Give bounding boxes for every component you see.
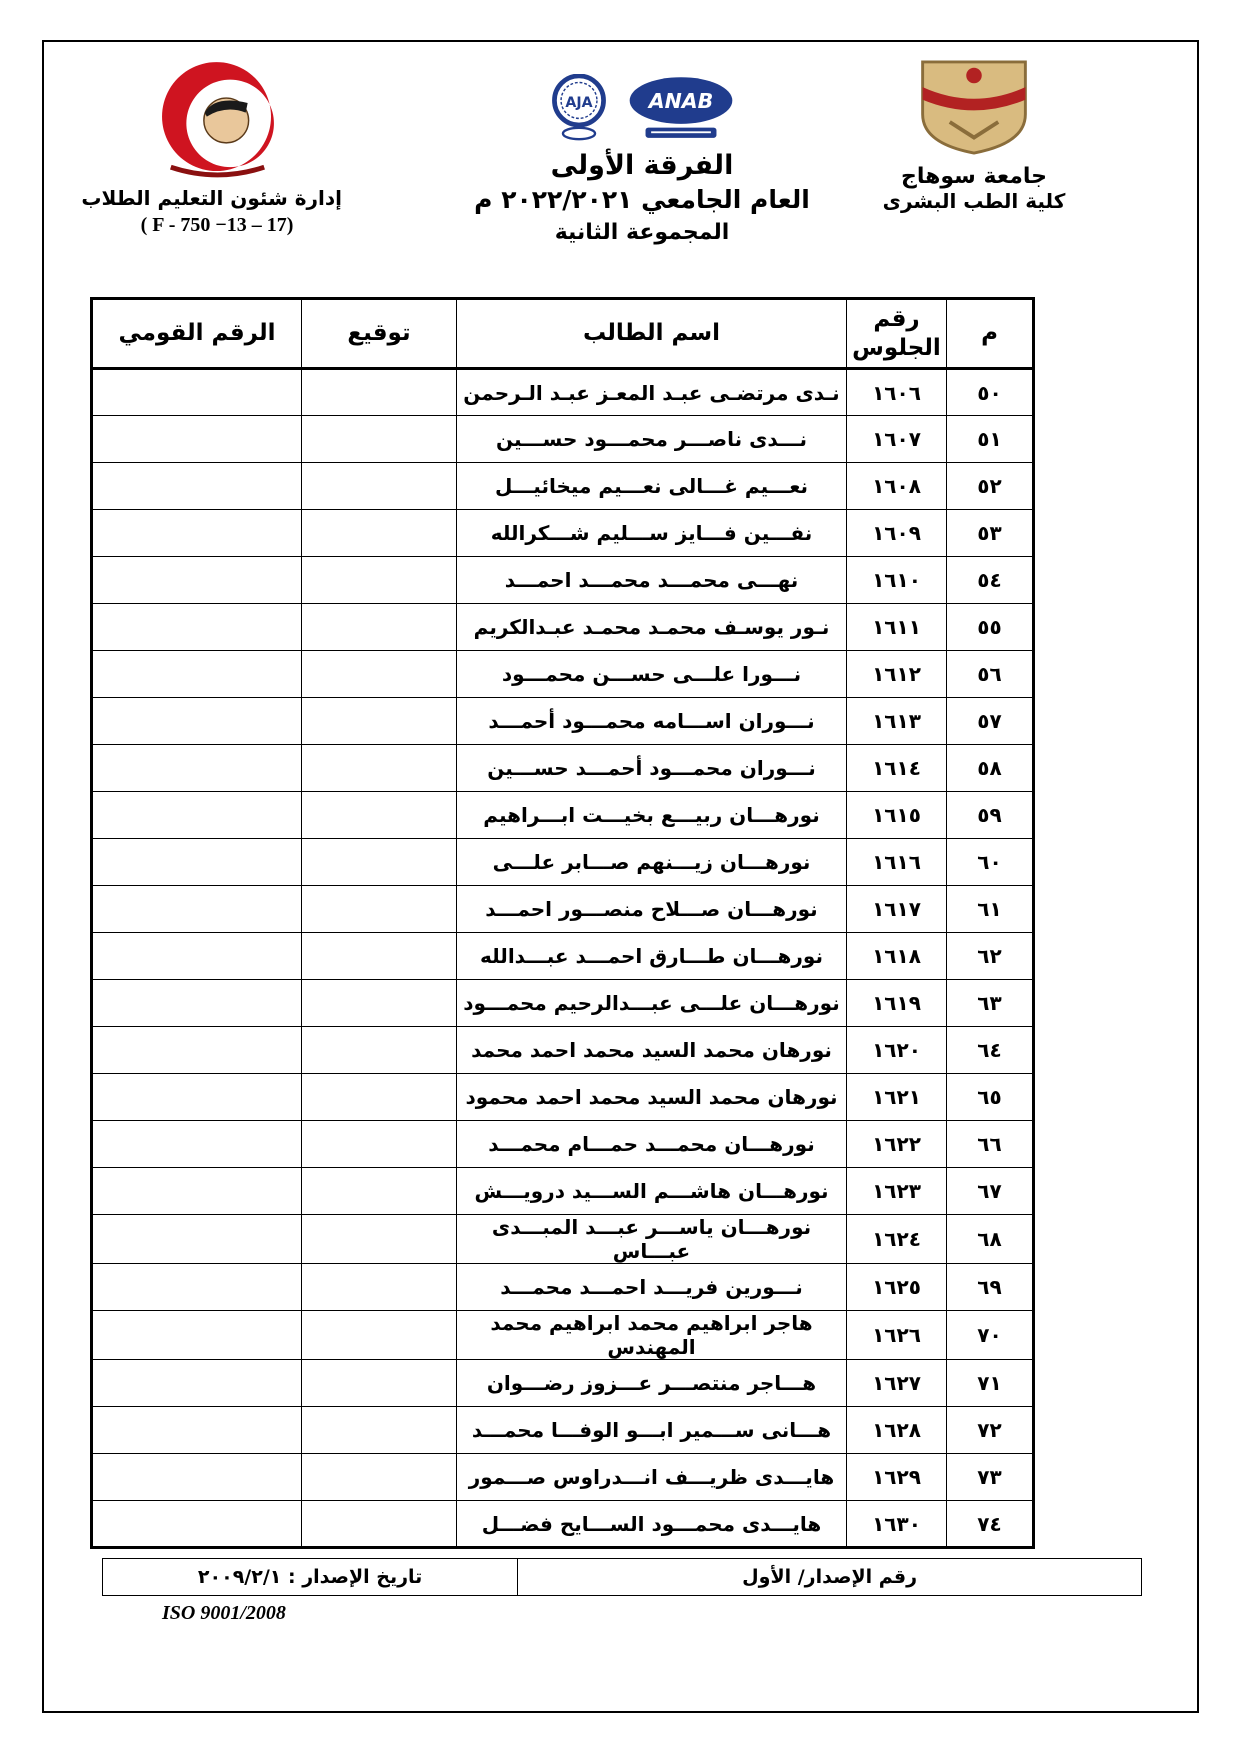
row-student-name: نـــدى ناصـــر محمـــود حســـين xyxy=(457,416,847,463)
row-signature-cell xyxy=(302,839,457,886)
row-signature-cell xyxy=(302,1264,457,1311)
row-seat-number: ١٦٠٧ xyxy=(847,416,947,463)
row-signature-cell xyxy=(302,416,457,463)
row-serial: ٦١ xyxy=(947,886,1034,933)
row-student-name: نورهـــان هاشـــم الســـيد درويـــش xyxy=(457,1168,847,1215)
row-national-id-cell xyxy=(92,1027,302,1074)
table-row xyxy=(92,1264,1034,1311)
row-signature-cell xyxy=(302,463,457,510)
university-name: جامعة سوهاج xyxy=(901,164,1047,189)
row-signature-cell xyxy=(302,1454,457,1501)
row-national-id-cell xyxy=(92,604,302,651)
row-serial: ٦٨ xyxy=(947,1215,1034,1264)
row-student-name: هايـــدى محمـــود الســـايح فضـــل xyxy=(457,1501,847,1548)
row-student-name: نورهان محمد السيد محمد احمد محمد xyxy=(457,1027,847,1074)
row-signature-cell xyxy=(302,933,457,980)
row-student-name: هاجر ابراهيم محمد ابراهيم محمد المهندس xyxy=(457,1311,847,1360)
row-serial: ٥٩ xyxy=(947,792,1034,839)
row-serial: ٥٠ xyxy=(947,369,1034,416)
row-student-name: نهـــى محمـــد محمـــد احمـــد xyxy=(457,557,847,604)
table-row xyxy=(92,745,1034,792)
row-national-id-cell xyxy=(92,1454,302,1501)
row-seat-number: ١٦٢٦ xyxy=(847,1311,947,1360)
row-serial: ٥٥ xyxy=(947,604,1034,651)
row-serial: ٦٢ xyxy=(947,933,1034,980)
table-row xyxy=(92,369,1034,416)
row-serial: ٦٩ xyxy=(947,1264,1034,1311)
row-student-name: هايـــدى ظريـــف انـــدراوس صـــمور xyxy=(457,1454,847,1501)
row-seat-number: ١٦٣٠ xyxy=(847,1501,947,1548)
row-seat-number: ١٦٠٦ xyxy=(847,369,947,416)
row-serial: ٦٤ xyxy=(947,1027,1034,1074)
row-national-id-cell xyxy=(92,1121,302,1168)
row-serial: ٥٤ xyxy=(947,557,1034,604)
table-row xyxy=(92,1311,1034,1360)
row-student-name: نـــورا علـــى حســـن محمـــود xyxy=(457,651,847,698)
row-seat-number: ١٦١٩ xyxy=(847,980,947,1027)
table-row xyxy=(92,651,1034,698)
row-seat-number: ١٦١٣ xyxy=(847,698,947,745)
row-national-id-cell xyxy=(92,1264,302,1311)
academic-year: العام الجامعي ٢٠٢٢/٢٠٢١ م xyxy=(474,185,810,214)
row-national-id-cell xyxy=(92,1360,302,1407)
row-national-id-cell xyxy=(92,557,302,604)
row-national-id-cell xyxy=(92,745,302,792)
header-title-block xyxy=(462,72,822,245)
row-seat-number: ١٦٢٢ xyxy=(847,1121,947,1168)
faculty-name: كلية الطب البشرى xyxy=(882,189,1066,213)
aja-logo-icon xyxy=(547,74,611,142)
students-table xyxy=(90,297,1035,1549)
row-seat-number: ١٦١٢ xyxy=(847,651,947,698)
row-national-id-cell xyxy=(92,933,302,980)
row-seat-number: ١٦١٨ xyxy=(847,933,947,980)
row-serial: ٧٢ xyxy=(947,1407,1034,1454)
table-row xyxy=(92,698,1034,745)
row-seat-number: ١٦٢٠ xyxy=(847,1027,947,1074)
anab-logo-text: ANAB xyxy=(648,89,714,113)
row-student-name: نعـــيم غـــالى نعـــيم ميخائيـــل xyxy=(457,463,847,510)
row-serial: ٥٦ xyxy=(947,651,1034,698)
row-seat-number: ١٦٢٨ xyxy=(847,1407,947,1454)
table-row xyxy=(92,557,1034,604)
row-national-id-cell xyxy=(92,651,302,698)
certification-logos xyxy=(462,72,822,144)
aja-logo-text: AJA xyxy=(565,95,593,112)
table-row xyxy=(92,510,1034,557)
row-serial: ٦٣ xyxy=(947,980,1034,1027)
row-seat-number: ١٦٠٨ xyxy=(847,463,947,510)
row-national-id-cell xyxy=(92,839,302,886)
row-student-name: نورهـــان ربيـــع بخيـــت ابـــراهيم xyxy=(457,792,847,839)
row-student-name: نـــوران اســـامه محمـــود أحمـــد xyxy=(457,698,847,745)
row-signature-cell xyxy=(302,792,457,839)
row-seat-number: ١٦١١ xyxy=(847,604,947,651)
iso-standard-label: ISO 9001/2008 xyxy=(162,1602,286,1624)
header-university-block xyxy=(864,56,1084,213)
row-signature-cell xyxy=(302,1215,457,1264)
university-emblem-icon xyxy=(911,56,1037,158)
row-seat-number: ١٦١٦ xyxy=(847,839,947,886)
row-national-id-cell xyxy=(92,1407,302,1454)
row-signature-cell xyxy=(302,745,457,792)
col-header-signature: توقيع xyxy=(302,299,457,369)
row-signature-cell xyxy=(302,1121,457,1168)
table-row xyxy=(92,1454,1034,1501)
row-seat-number: ١٦٢٤ xyxy=(847,1215,947,1264)
row-serial: ٥٨ xyxy=(947,745,1034,792)
faculty-crescent-logo-icon xyxy=(127,58,307,180)
row-national-id-cell xyxy=(92,886,302,933)
row-student-name: نـور يوسـف محمـد محمـد عبـدالكريم xyxy=(457,604,847,651)
row-student-name: نورهان محمد السيد محمد احمد محمود xyxy=(457,1074,847,1121)
row-student-name: نـــوران محمـــود أحمـــد حســـين xyxy=(457,745,847,792)
row-serial: ٥١ xyxy=(947,416,1034,463)
row-seat-number: ١٦٢٩ xyxy=(847,1454,947,1501)
header-admin-block xyxy=(81,58,342,237)
row-signature-cell xyxy=(302,651,457,698)
row-serial: ٥٢ xyxy=(947,463,1034,510)
row-national-id-cell xyxy=(92,1074,302,1121)
row-serial: ٦٠ xyxy=(947,839,1034,886)
table-row xyxy=(92,1027,1034,1074)
row-serial: ٥٣ xyxy=(947,510,1034,557)
row-student-name: نورهـــان صـــلاح منصـــور احمـــد xyxy=(457,886,847,933)
row-student-name: نورهـــان طـــارق احمـــد عبـــدالله xyxy=(457,933,847,980)
table-row xyxy=(92,792,1034,839)
row-seat-number: ١٦٢٥ xyxy=(847,1264,947,1311)
row-student-name: نورهـــان زيـــنهم صـــابر علـــى xyxy=(457,839,847,886)
row-national-id-cell xyxy=(92,792,302,839)
row-seat-number: ١٦٢٧ xyxy=(847,1360,947,1407)
row-seat-number: ١٦٢١ xyxy=(847,1074,947,1121)
row-student-name: نورهـــان ياســـر عبـــد المبـــدى عبـــاس xyxy=(457,1215,847,1264)
row-seat-number: ١٦١٤ xyxy=(847,745,947,792)
row-national-id-cell xyxy=(92,463,302,510)
row-seat-number: ١٦١٥ xyxy=(847,792,947,839)
col-header-seat-number: رقم الجلوس xyxy=(847,299,947,369)
row-student-name: نـدى مرتضـى عبـد المعـز عبـد الـرحمن xyxy=(457,369,847,416)
form-code: ( F - 750 −13 – 17) xyxy=(140,214,294,236)
row-national-id-cell xyxy=(92,1311,302,1360)
table-row xyxy=(92,1407,1034,1454)
row-seat-number: ١٦٠٩ xyxy=(847,510,947,557)
admin-department-label: إدارة شئون التعليم الطلاب xyxy=(81,186,342,210)
issue-date: تاريخ الإصدار : ٢٠٠٩/٢/١ xyxy=(197,1566,423,1588)
table-row xyxy=(92,1215,1034,1264)
row-national-id-cell xyxy=(92,369,302,416)
row-serial: ٦٧ xyxy=(947,1168,1034,1215)
row-student-name: هـــاجر منتصـــر عـــزوز رضـــوان xyxy=(457,1360,847,1407)
row-national-id-cell xyxy=(92,416,302,463)
row-signature-cell xyxy=(302,557,457,604)
issue-number: رقم الإصدار/ الأول xyxy=(517,1559,1141,1595)
row-national-id-cell xyxy=(92,698,302,745)
row-signature-cell xyxy=(302,698,457,745)
table-row xyxy=(92,604,1034,651)
table-row xyxy=(92,463,1034,510)
group-title: المجموعة الثانية xyxy=(554,220,730,245)
row-signature-cell xyxy=(302,1027,457,1074)
row-serial: ٧٠ xyxy=(947,1311,1034,1360)
row-signature-cell xyxy=(302,1168,457,1215)
col-header-student-name: اسم الطالب xyxy=(457,299,847,369)
row-student-name: نورهـــان محمـــد حمـــام محمـــد xyxy=(457,1121,847,1168)
row-student-name: هـــانى ســـمير ابـــو الوفـــا محمـــد xyxy=(457,1407,847,1454)
row-seat-number: ١٦٢٣ xyxy=(847,1168,947,1215)
row-national-id-cell xyxy=(92,510,302,557)
table-row xyxy=(92,886,1034,933)
row-signature-cell xyxy=(302,980,457,1027)
row-national-id-cell xyxy=(92,1215,302,1264)
page-frame xyxy=(42,40,1199,1713)
row-seat-number: ١٦١٧ xyxy=(847,886,947,933)
row-signature-cell xyxy=(302,1501,457,1548)
table-row xyxy=(92,1168,1034,1215)
row-serial: ٧٣ xyxy=(947,1454,1034,1501)
row-signature-cell xyxy=(302,1360,457,1407)
table-row xyxy=(92,933,1034,980)
row-signature-cell xyxy=(302,1311,457,1360)
table-header-row xyxy=(92,299,1034,369)
col-header-national-id: الرقم القومي xyxy=(92,299,302,369)
row-signature-cell xyxy=(302,1074,457,1121)
row-serial: ٦٦ xyxy=(947,1121,1034,1168)
col-header-serial: م xyxy=(947,299,1034,369)
row-student-name: نـــورين فريـــد احمـــد محمـــد xyxy=(457,1264,847,1311)
row-signature-cell xyxy=(302,604,457,651)
row-national-id-cell xyxy=(92,1501,302,1548)
row-signature-cell xyxy=(302,369,457,416)
row-national-id-cell xyxy=(92,1168,302,1215)
row-signature-cell xyxy=(302,1407,457,1454)
table-row xyxy=(92,980,1034,1027)
table-row xyxy=(92,1501,1034,1548)
table-row xyxy=(92,1074,1034,1121)
table-row xyxy=(92,1360,1034,1407)
document-title: الفرقة الأولى xyxy=(550,150,734,181)
footer-strip xyxy=(102,1558,1142,1596)
students-table-body xyxy=(92,369,1034,1548)
row-seat-number: ١٦١٠ xyxy=(847,557,947,604)
anab-logo-icon xyxy=(625,74,737,142)
row-serial: ٦٥ xyxy=(947,1074,1034,1121)
row-serial: ٧١ xyxy=(947,1360,1034,1407)
table-row xyxy=(92,1121,1034,1168)
row-signature-cell xyxy=(302,886,457,933)
table-row xyxy=(92,839,1034,886)
row-student-name: نورهـــان علـــى عبـــدالرحيم محمـــود xyxy=(457,980,847,1027)
row-national-id-cell xyxy=(92,980,302,1027)
table-row xyxy=(92,416,1034,463)
row-serial: ٥٧ xyxy=(947,698,1034,745)
row-student-name: نفـــين فـــايز ســـليم شـــكرالله xyxy=(457,510,847,557)
row-serial: ٧٤ xyxy=(947,1501,1034,1548)
row-signature-cell xyxy=(302,510,457,557)
